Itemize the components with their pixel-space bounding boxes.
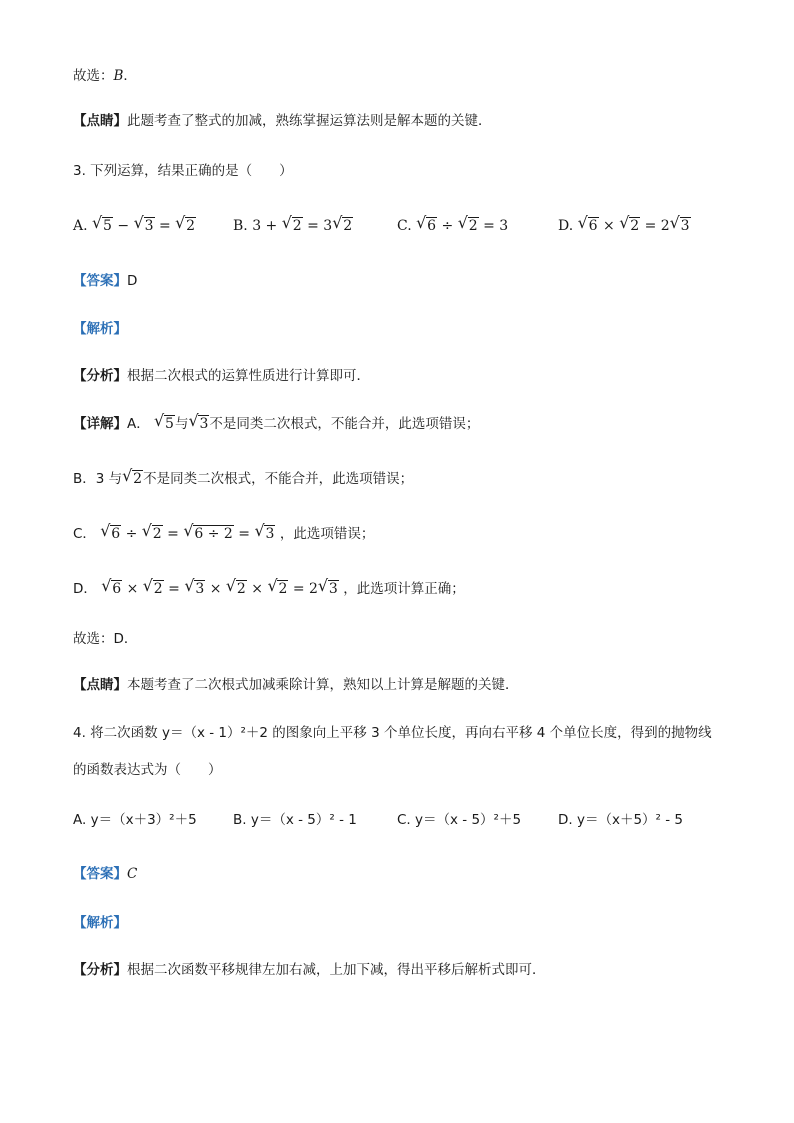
q3-analysis-tag: 【解析】: [73, 321, 127, 337]
q3-detail-tag: 【详解】: [73, 416, 127, 432]
q4-option-b-text: y＝（x - 5）² - 1: [250, 812, 357, 828]
q3-answer-value: D: [127, 273, 138, 289]
sqrt-sign: √ 3: [189, 414, 209, 434]
q3-option-c: C. √ 6 ÷ √ 2 = 3: [397, 214, 508, 238]
q3-detail-b: B．3 与√ 2不是同类二次根式，不能合并，此选项错误；: [73, 469, 413, 489]
q3-option-b-label: B.: [233, 218, 248, 234]
q3-option-a: A. √ 5 − √ 3 = √ 2: [73, 214, 196, 238]
q4-option-a-label: A.: [73, 812, 87, 828]
q3-detail-d: D． √ 6 × √ 2 = √ 3 × √ 2 × √ 2 = 2√ 3 ，此选项计算正确；: [73, 579, 465, 599]
sqrt-sign: √ 2: [176, 214, 196, 238]
q3-option-a-label: A.: [73, 218, 88, 234]
sqrt-sign: √ 5: [155, 414, 175, 434]
q3-stem: 3. 下列运算，结果正确的是（ ）: [73, 163, 293, 179]
q4-option-c-label: C.: [397, 812, 411, 828]
q3-fenxi-tag: 【分析】: [73, 368, 127, 384]
q3-option-c-label: C.: [397, 218, 412, 234]
q3-comment-tag: 【点睛】: [73, 677, 127, 693]
q3-detail-c: C． √ 6 ÷ √ 2 = √ 6 ÷ 2 = √ 3 ，此选项错误；: [73, 524, 374, 544]
sqrt-sign: √ 2: [227, 579, 247, 599]
sqrt-sign: √ 6: [417, 214, 437, 238]
sqrt-sign: √ 2: [144, 579, 164, 599]
prev-answer-suffix: ．: [123, 68, 137, 84]
sqrt-sign: √ 3: [135, 214, 155, 238]
sqrt-sign: √ 2: [459, 214, 479, 238]
sqrt-sign: √ 3: [255, 524, 275, 544]
prev-comment-text: 此题考查了整式的加减，熟练掌握运算法则是解本题的关键．: [127, 113, 492, 129]
q4-stem-line2: 的函数表达式为（ ）: [73, 762, 222, 778]
q4-option-c: [397, 808, 521, 832]
q4-option-d: [558, 808, 683, 832]
prev-answer-prefix: 故选：: [73, 68, 114, 84]
q3-option-b: B. 3 + √ 2 = 3√ 2: [233, 214, 353, 238]
sqrt-sign: √ 2: [268, 579, 288, 599]
q3-option-d-label: D.: [558, 218, 574, 234]
sqrt-sign: √ 2: [620, 214, 640, 238]
q4-option-b-label: B.: [233, 812, 247, 828]
q3-answer-tag: 【答案】: [73, 273, 127, 289]
q4-option-c-text: y＝（x - 5）²＋5: [415, 812, 522, 828]
q3-comment-line: [73, 675, 519, 695]
prev-comment-tag: 【点睛】: [73, 113, 127, 129]
q3-option-d: D. √ 6 × √ 2 = 2√ 3: [558, 214, 691, 238]
q4-option-a-text: y＝（x＋3）²＋5: [90, 812, 197, 828]
sqrt-sign: √ 2: [143, 524, 163, 544]
sqrt-sign: √ 5: [93, 214, 113, 238]
q3-detail-a: 【详解】A． √ 5与√ 3不是同类二次根式，不能合并，此选项错误；: [73, 414, 479, 434]
sqrt-sign: √ 3: [319, 579, 339, 599]
q4-answer-value: C: [127, 866, 138, 882]
q4-fenxi-tag: 【分析】: [73, 962, 127, 978]
sqrt-sign: √ 6: [101, 524, 121, 544]
q4-fenxi-line: [73, 960, 546, 980]
q4-option-d-text: y＝（x＋5）² - 5: [576, 812, 684, 828]
q4-answer-line: [73, 864, 137, 884]
sqrt-sign: √ 2: [283, 214, 303, 238]
q4-option-a: [73, 808, 197, 832]
prev-answer-letter: B: [113, 68, 124, 84]
sqrt-sign: √ 6: [579, 214, 599, 238]
sqrt-sign: √ 6 ÷ 2: [184, 524, 233, 544]
q3-fenxi-text: 根据二次根式的运算性质进行计算即可．: [127, 368, 370, 384]
prev-answer-line: [73, 66, 137, 86]
q3-fenxi-line: [73, 366, 370, 386]
q4-stem-line1: 4. 将二次函数 y＝（x - 1）²＋2 的图象向上平移 3 个单位长度，再向右平移 4 个单位长度，得到的抛物线: [73, 725, 712, 741]
sqrt-sign: √ 3: [671, 214, 691, 238]
prev-comment-line: [73, 111, 492, 131]
sqrt-sign: √ 6: [102, 579, 122, 599]
sqrt-sign: √ 2: [333, 214, 353, 238]
q4-analysis-tag: 【解析】: [73, 915, 127, 931]
q3-choose: 故选：D．: [73, 631, 138, 647]
sqrt-sign: √ 3: [185, 579, 205, 599]
q4-answer-tag: 【答案】: [73, 866, 127, 882]
q4-option-b: [233, 808, 357, 832]
sqrt-sign: √ 2: [123, 469, 143, 489]
q4-option-d-label: D.: [558, 812, 573, 828]
q3-answer-line: [73, 271, 137, 291]
q3-comment-text: 本题考查了二次根式加减乘除计算，熟知以上计算是解题的关键．: [127, 677, 519, 693]
q4-fenxi-text: 根据二次函数平移规律左加右减，上加下减，得出平移后解析式即可．: [127, 962, 546, 978]
